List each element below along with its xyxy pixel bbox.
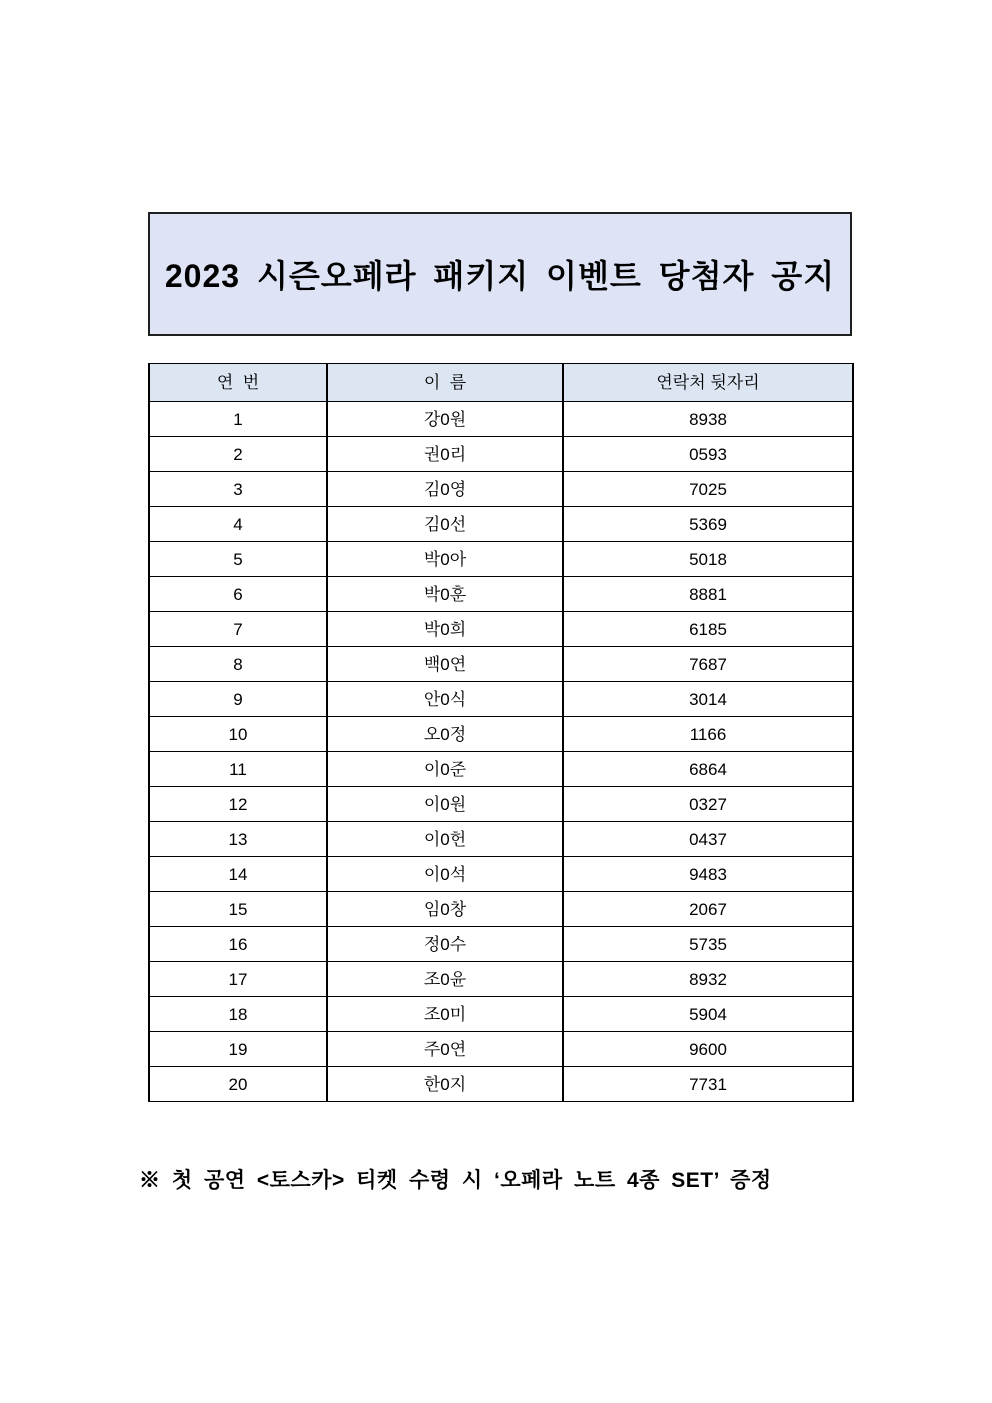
winners-table — [148, 363, 854, 1102]
cell-contact: 9483 — [563, 857, 853, 892]
cell-contact: 6864 — [563, 752, 853, 787]
cell-serial: 12 — [149, 787, 327, 822]
table-row — [149, 822, 853, 857]
cell-name: 박0희 — [327, 612, 563, 647]
cell-name: 조0윤 — [327, 962, 563, 997]
cell-name: 조0미 — [327, 997, 563, 1032]
cell-serial: 6 — [149, 577, 327, 612]
table-header-row — [149, 364, 853, 402]
cell-contact: 5369 — [563, 507, 853, 542]
cell-contact: 5018 — [563, 542, 853, 577]
cell-contact: 8932 — [563, 962, 853, 997]
table-row — [149, 682, 853, 717]
table-row — [149, 577, 853, 612]
cell-serial: 19 — [149, 1032, 327, 1067]
cell-serial: 16 — [149, 927, 327, 962]
table-row — [149, 997, 853, 1032]
cell-serial: 20 — [149, 1067, 327, 1102]
cell-contact: 0437 — [563, 822, 853, 857]
table-row — [149, 1032, 853, 1067]
cell-name: 정0수 — [327, 927, 563, 962]
cell-name: 이0헌 — [327, 822, 563, 857]
cell-contact: 7687 — [563, 647, 853, 682]
table-row — [149, 787, 853, 822]
cell-serial: 5 — [149, 542, 327, 577]
cell-name: 이0석 — [327, 857, 563, 892]
cell-contact: 7025 — [563, 472, 853, 507]
cell-name: 안0식 — [327, 682, 563, 717]
cell-contact: 7731 — [563, 1067, 853, 1102]
column-header-serial: 연 번 — [149, 364, 327, 402]
table-row — [149, 857, 853, 892]
table-row — [149, 612, 853, 647]
title-banner — [148, 212, 852, 336]
cell-name: 박0아 — [327, 542, 563, 577]
cell-contact: 8938 — [563, 402, 853, 437]
table-row — [149, 962, 853, 997]
cell-contact: 2067 — [563, 892, 853, 927]
cell-serial: 4 — [149, 507, 327, 542]
cell-serial: 10 — [149, 717, 327, 752]
cell-serial: 11 — [149, 752, 327, 787]
cell-serial: 18 — [149, 997, 327, 1032]
cell-name: 이0준 — [327, 752, 563, 787]
cell-contact: 0327 — [563, 787, 853, 822]
column-header-name: 이 름 — [327, 364, 563, 402]
table-row — [149, 892, 853, 927]
cell-contact: 5735 — [563, 927, 853, 962]
table-row — [149, 647, 853, 682]
table-row — [149, 402, 853, 437]
table-row — [149, 542, 853, 577]
cell-contact: 9600 — [563, 1032, 853, 1067]
table-row — [149, 507, 853, 542]
table-row — [149, 752, 853, 787]
cell-name: 주0연 — [327, 1032, 563, 1067]
cell-contact: 5904 — [563, 997, 853, 1032]
cell-name: 김0영 — [327, 472, 563, 507]
page-title: 2023 시즌오페라 패키지 이벤트 당첨자 공지 — [164, 258, 836, 294]
cell-name: 백0연 — [327, 647, 563, 682]
table-row — [149, 1067, 853, 1102]
cell-name: 박0훈 — [327, 577, 563, 612]
table-row — [149, 472, 853, 507]
column-header-contact: 연락처 뒷자리 — [563, 364, 853, 402]
cell-name: 권0리 — [327, 437, 563, 472]
table-row — [149, 927, 853, 962]
cell-serial: 15 — [149, 892, 327, 927]
cell-serial: 1 — [149, 402, 327, 437]
cell-contact: 6185 — [563, 612, 853, 647]
footnote: ※ 첫 공연 <토스카> 티켓 수령 시 ‘오페라 노트 4종 SET’ 증정 — [139, 1169, 772, 1192]
cell-name: 임0창 — [327, 892, 563, 927]
cell-contact: 8881 — [563, 577, 853, 612]
cell-name: 강0원 — [327, 402, 563, 437]
cell-serial: 17 — [149, 962, 327, 997]
cell-name: 한0지 — [327, 1067, 563, 1102]
cell-contact: 3014 — [563, 682, 853, 717]
cell-name: 오0정 — [327, 717, 563, 752]
cell-contact: 1166 — [563, 717, 853, 752]
cell-serial: 9 — [149, 682, 327, 717]
cell-serial: 7 — [149, 612, 327, 647]
cell-serial: 2 — [149, 437, 327, 472]
table-row — [149, 437, 853, 472]
table-row — [149, 717, 853, 752]
cell-name: 이0원 — [327, 787, 563, 822]
cell-serial: 13 — [149, 822, 327, 857]
cell-serial: 3 — [149, 472, 327, 507]
cell-serial: 14 — [149, 857, 327, 892]
cell-serial: 8 — [149, 647, 327, 682]
cell-contact: 0593 — [563, 437, 853, 472]
cell-name: 김0선 — [327, 507, 563, 542]
